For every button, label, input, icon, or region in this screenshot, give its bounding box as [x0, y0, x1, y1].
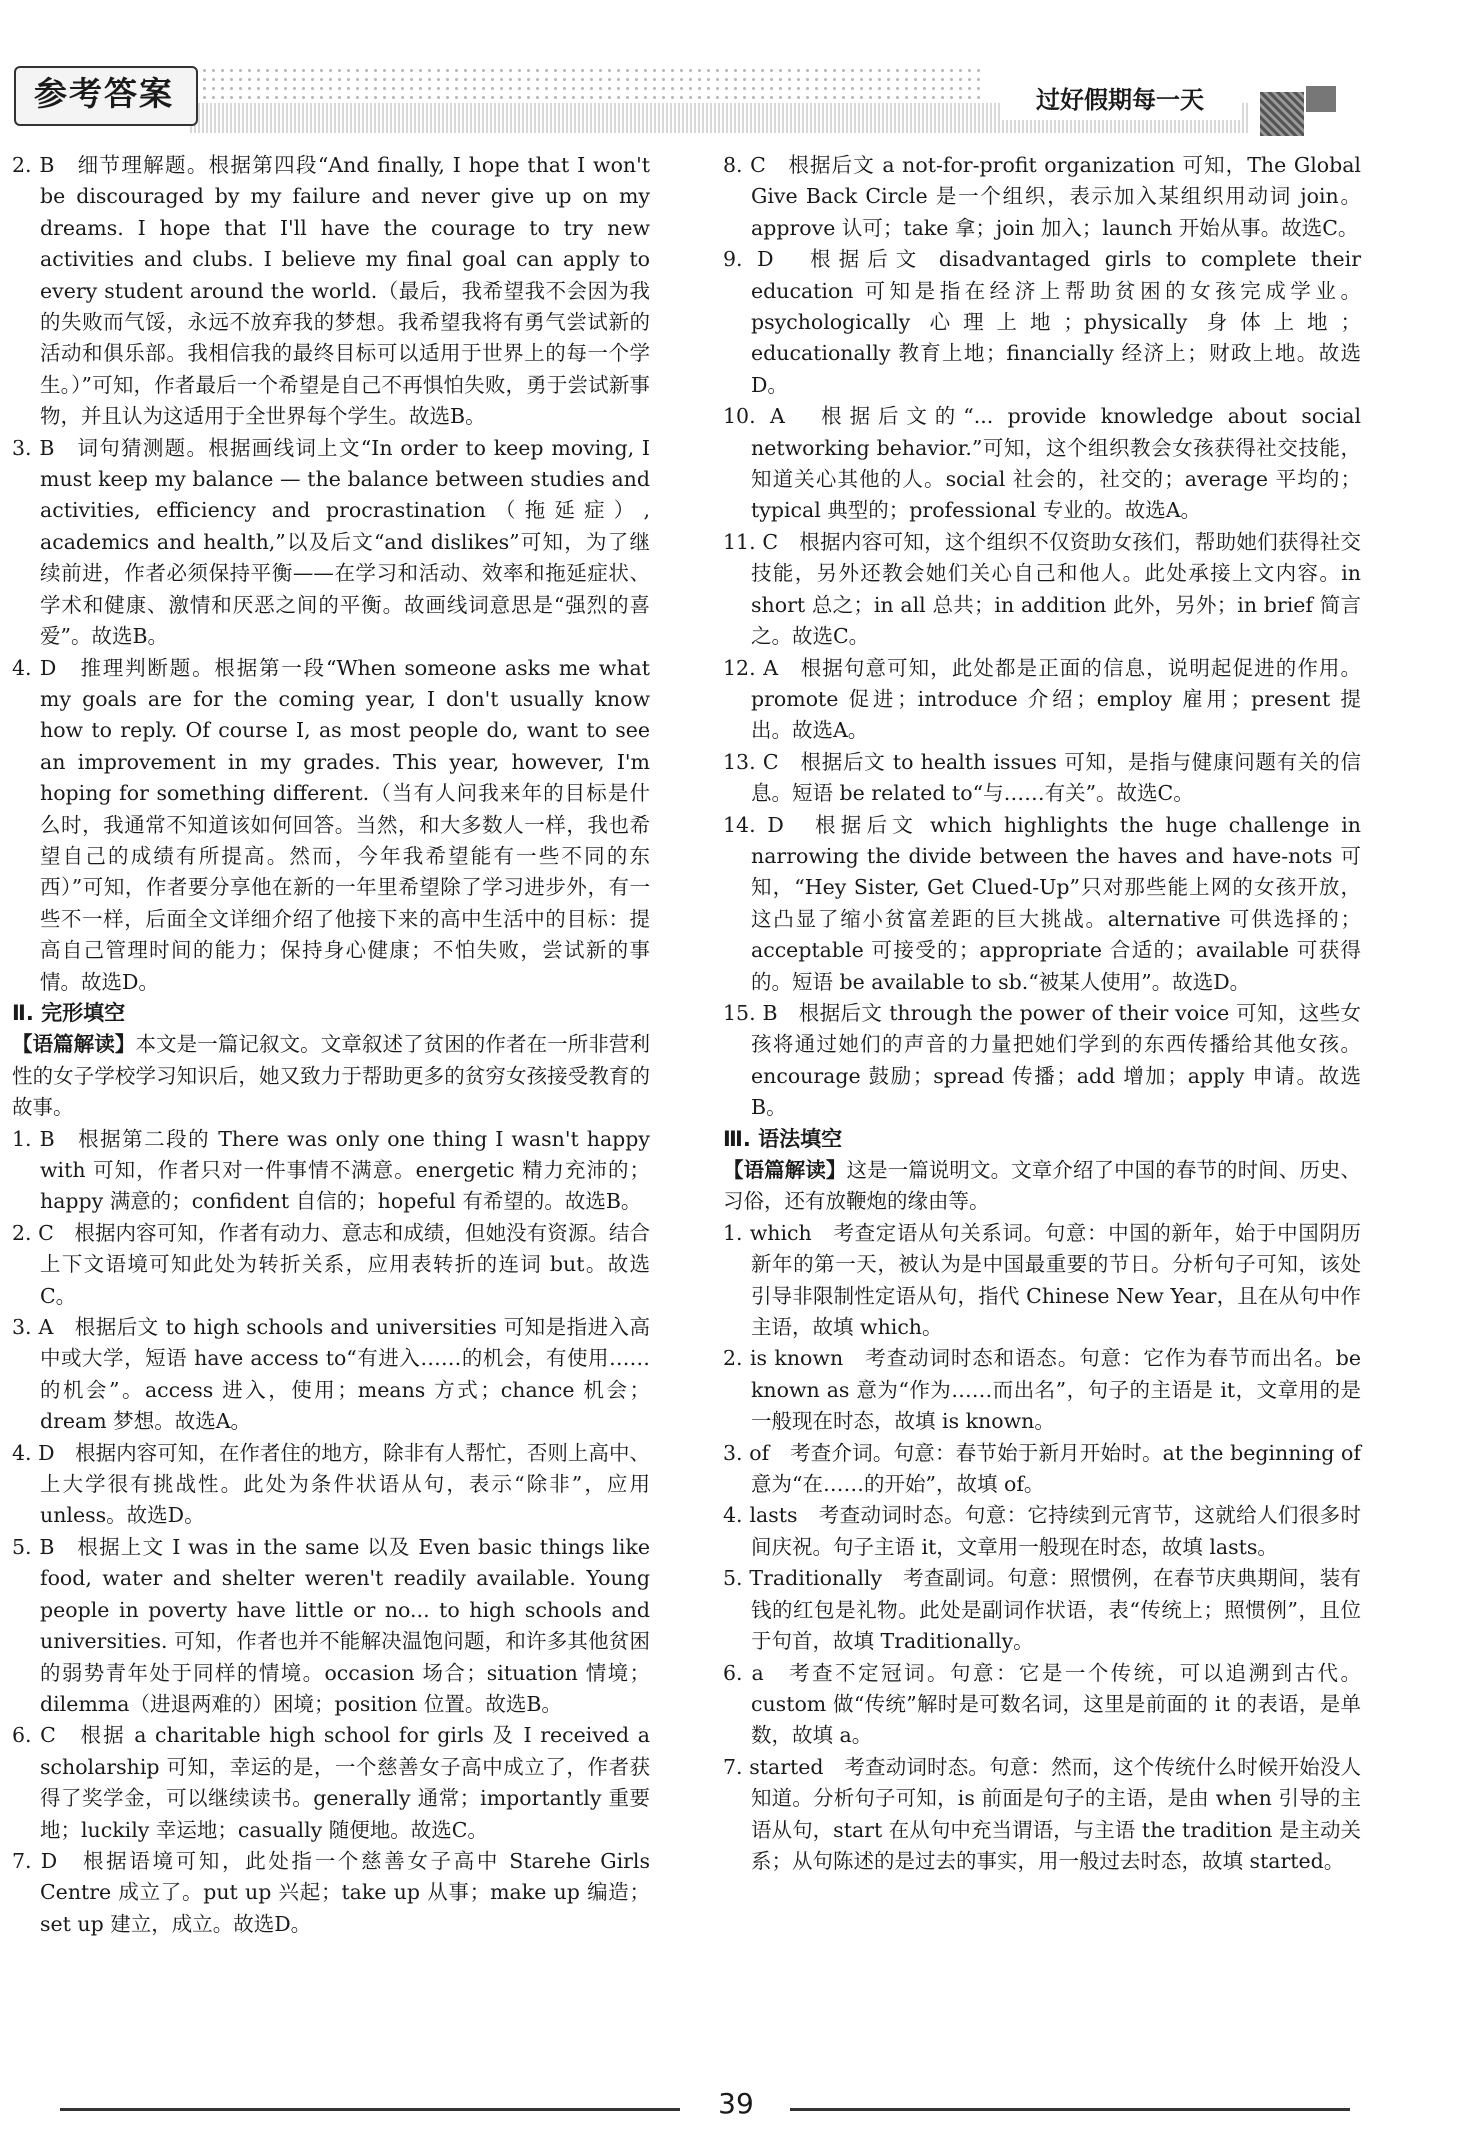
answer-explanation: 3. B 词句猜测题。根据画线词上文“In order to keep moving, I must keep my balance — the balance between studies and activities, efficiency and procrastination（拖延症）, academics and health,”以及后文“and dislikes”可知，为了继续前进，作者必须保持平衡——在学习和活动、效率和拖延症状、学术和健康、激情和厌恶之间的平衡。故画线词意思是“强烈的喜爱”。故选B。 — [12, 435, 650, 649]
answer-explanation: 3. of 考查介词。句意：春节始于新月开始时。at the beginning of 意为“在……的开始”，故填 of。 — [723, 1440, 1361, 1497]
section-heading: Ⅱ. 完形填空 — [12, 1000, 126, 1025]
left-column — [12, 150, 650, 1940]
header-decoration-square — [1260, 92, 1304, 136]
footer-rule-left — [60, 2108, 680, 2111]
answer-explanation: 8. C 根据后文 a not-for-profit organization 可知，The Global Give Back Circle 是一个组织，表示加入某组织用动词 join。approve 认可；take 拿；join 加入；launch 开始从事。故选C。 — [723, 153, 1361, 240]
passage-analysis — [12, 1029, 650, 1123]
answer-explanation: 5. B 根据上文 I was in the same 以及 Even basic things like food, water and shelter weren't readily available. Young people in poverty have little or no... to high schools and universities. 可知，作者也并不能解决温饱问题，和许多其他贫困的弱势青年处于同样的情境。occasion 场合；situation 情境；dilemma（进退两难的）困境；position 位置。故选B。 — [12, 1534, 650, 1716]
answer-explanation: 10. A 根据后文的“... provide knowledge about social networking behavior.”可知，这个组织教会女孩获得社交技能，知道关心其他的人。social 社会的，社交的；average 平均的；typical 典型的；professional 专业的。故选A。 — [723, 404, 1361, 523]
answer-explanation: 6. a 考查不定冠词。句意：它是一个传统，可以追溯到古代。custom 做“传统”解时是可数名词，这里是前面的 it 的表语，是单数，故填 a。 — [723, 1660, 1361, 1748]
answer-explanation: 1. which 考查定语从句关系词。句意：中国的新年，始于中国阴历新年的第一天，被认为是中国最重要的节日。分析句子可知，该处引导非限制性定语从句，指代 Chinese New Year，且在从句中作主语，故填 which。 — [723, 1220, 1361, 1340]
answer-explanation: 2. C 根据内容可知，作者有动力、意志和成绩，但她没有资源。结合上下文语境可知此处为转折关系，应用表转折的连词 but。故选C。 — [12, 1220, 650, 1308]
answer-explanation: 5. Traditionally 考查副词。句意：照惯例，在春节庆典期间，装有钱的红包是礼物。此处是副词作状语，表“传统上；照惯例”，且位于句首，故填 Traditionally。 — [723, 1566, 1361, 1654]
answer-explanation: 4. D 推理判断题。根据第一段“When someone asks me what my goals are for the coming year, I don't usually know how to reply. Of course I, as most people do, want to see an improvement in my grades. This year, however, I'm hoping for something different.（当有人问我来年的目标是什么时，我通常不知道该如何回答。当然，和大多数人一样，我也希望自己的成绩有所提高。然而，今年我希望能有一些不同的东西）”可知，作者要分享他在新的一年里希望除了学习进步外，有一些不一样，后面全文详细介绍了他接下来的高中生活中的目标：提高自己管理时间的能力；保持身心健康；不怕失败，尝试新的事情。故选D。 — [12, 655, 650, 994]
answer-explanation: 7. started 考查动词时态。句意：然而，这个传统什么时候开始没人知道。分析句子可知，is 前面是句子的主语，是由 when 引导的主语从句，start 在从句中充当谓语，与主语 the tradition 是主动关系；从句陈述的是过去的事实，用一般过去时态，故填 started。 — [723, 1754, 1361, 1873]
answer-explanation: 7. D 根据语境可知，此处指一个慈善女子高中 Starehe Girls Centre 成立了。put up 兴起；take up 从事；make up 编造；set up 建立，成立。故选D。 — [12, 1848, 650, 1936]
header-decoration-square-small — [1306, 86, 1336, 112]
footer-rule-right — [790, 2108, 1350, 2111]
passage-analysis-label: 【语篇解读】 — [12, 1032, 136, 1057]
answer-explanation: 1. B 根据第二段的 There was only one thing I wasn't happy with 可知，作者只对一件事情不满意。energetic 精力充沛的；happy 满意的；confident 自信的；hopeful 有希望的。故选B。 — [12, 1126, 650, 1214]
section-heading: Ⅲ. 语法填空 — [723, 1126, 843, 1151]
page-number: 39 — [718, 2087, 754, 2120]
answer-explanation: 13. C 根据后文 to health issues 可知，是指与健康问题有关的信息。短语 be related to“与……有关”。故选C。 — [723, 749, 1361, 806]
passage-analysis — [723, 1155, 1361, 1218]
answer-explanation: 9. D 根据后文 disadvantaged girls to complete their education 可知是指在经济上帮助贫困的女孩完成学业。psychologically 心理上地；physically 身体上地；educationally 教育上地；financially 经济上；财政上地。故选D。 — [723, 247, 1361, 397]
answer-explanation: 4. D 根据内容可知，在作者住的地方，除非有人帮忙，否则上高中、上大学很有挑战性。此处为条件状语从句，表示“除非”，应用 unless。故选D。 — [12, 1440, 650, 1528]
page-header — [0, 0, 1472, 135]
answer-explanation: 2. B 细节理解题。根据第四段“And finally, I hope that I won't be discouraged by my failure and never give up on my dreams. I hope that I'll have the courage to try new activities and clubs. I believe my final goal can apply to every student around the world.（最后，我希望我不会因为我的失败而气馁，永远不放弃我的梦想。我希望我将有勇气尝试新的活动和俱乐部。我相信我的最终目标可以适用于世界上的每一个学生。）”可知，作者最后一个希望是自己不再惧怕失败，勇于尝试新事物，并且认为这适用于全世界每个学生。故选B。 — [12, 153, 650, 429]
answer-explanation: 11. C 根据内容可知，这个组织不仅资助女孩们，帮助她们获得社交技能，另外还教会她们关心自己和他人。此处承接上文内容。in short 总之；in all 总共；in addition 此外，另外；in brief 简言之。故选C。 — [723, 529, 1361, 649]
passage-analysis-text: 本文是一篇记叙文。文章叙述了贫困的作者在一所非营利性的女子学校学习知识后，她又致力于帮助更多的贫穷女孩接受教育的故事。 — [12, 1032, 650, 1120]
passage-analysis-label: 【语篇解读】 — [723, 1158, 847, 1182]
passage-analysis-text: 这是一篇说明文。文章介绍了中国的春节的时间、历史、习俗，还有放鞭炮的缘由等。 — [723, 1158, 1361, 1214]
book-title: 过好假期每一天 — [1000, 80, 1240, 120]
answer-explanation: 12. A 根据句意可知，此处都是正面的信息，说明起促进的作用。promote 促进；introduce 介绍；employ 雇用；present 提出。故选A。 — [723, 655, 1361, 743]
answer-explanation: 14. D 根据后文 which highlights the huge challenge in narrowing the divide between the haves and have-nots 可知，“Hey Sister, Get Clued-Up”只对那些能上网的女孩开放，这凸显了缩小贫富差距的巨大挑战。alternative 可供选择的；acceptable 可接受的；appropriate 合适的；available 可获得的。短语 be available to sb.“被某人使用”。故选D。 — [723, 812, 1361, 994]
answer-explanation: 4. lasts 考查动词时态。句意：它持续到元宵节，这就给人们很多时间庆祝。句子主语 it，文章用一般现在时态，故填 lasts。 — [723, 1503, 1361, 1559]
right-column — [723, 150, 1361, 1877]
answer-explanation: 6. C 根据 a charitable high school for girls 及 I received a scholarship 可知，幸运的是，一个慈善女子高中成立了，作者获得了奖学金，可以继续读书。generally 通常；importantly 重要地；luckily 幸运地；casually 随便地。故选C。 — [12, 1723, 650, 1842]
answer-explanation: 15. B 根据后文 through the power of their voice 可知，这些女孩将通过她们的声音的力量把她们学到的东西传播给其他女孩。encourage 鼓励；spread 传播；add 增加；apply 申请。故选B。 — [723, 1000, 1361, 1120]
answer-explanation: 2. is known 考查动词时态和语态。句意：它作为春节而出名。be known as 意为“作为……而出名”，句子的主语是 it，文章用的是一般现在时态，故填 is known。 — [723, 1346, 1361, 1434]
answer-explanation: 3. A 根据后文 to high schools and universities 可知是指进入高中或大学，短语 have access to“有进入……的机会，有使用……的机会”。access 进入，使用；means 方式；chance 机会；dream 梦想。故选A。 — [12, 1315, 650, 1434]
section-title: 参考答案 — [34, 74, 174, 113]
